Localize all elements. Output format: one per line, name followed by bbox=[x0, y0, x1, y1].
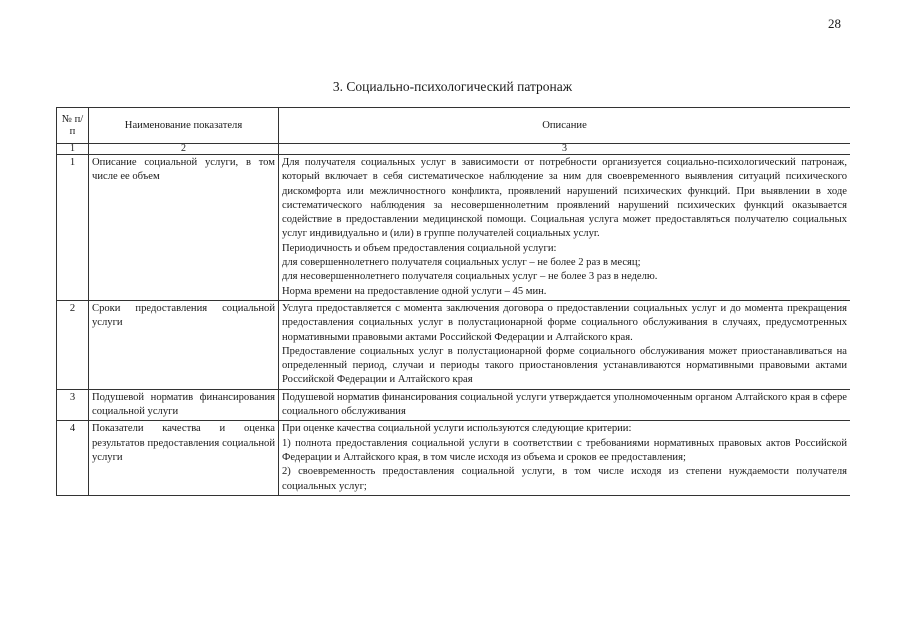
section-title: 3. Социально-психологический патронаж bbox=[332, 79, 573, 94]
header-description: Описание bbox=[279, 108, 851, 144]
description-paragraph: для несовершеннолетнего получателя социальных услуг – не более 3 раз в неделю. bbox=[282, 271, 658, 283]
description-paragraph: При оценке качества социальной услуги используются следующие критерии: bbox=[282, 423, 632, 435]
table-row bbox=[57, 300, 851, 389]
table-row bbox=[57, 421, 851, 495]
description-paragraph: для совершеннолетнего получателя социальных услуг – не более 2 раз в месяц; bbox=[282, 257, 641, 269]
column-number: 3 bbox=[279, 144, 851, 155]
row-number: 3 bbox=[57, 389, 89, 421]
row-number: 2 bbox=[57, 300, 89, 389]
description-paragraph: Подушевой норматив финансирования социальной услуги утверждается уполномоченным органом Алтайского края в сфере социального обслуживания bbox=[282, 391, 847, 418]
description-paragraph: Периодичность и объем предоставления социальной услуги: bbox=[282, 242, 557, 254]
row-number: 1 bbox=[57, 155, 89, 301]
header-number: № п/п bbox=[57, 108, 89, 144]
header-indicator-name: Наименование показателя bbox=[89, 108, 279, 144]
description-paragraph: 2) своевременность предоставления социальной услуги, в том числе исходя из степени нуждаемости получателя социальных услуг; bbox=[282, 466, 847, 492]
column-number: 1 bbox=[57, 144, 89, 155]
column-number: 2 bbox=[89, 144, 279, 155]
description-paragraph: Для получателя социальных услуг в зависимости от потребности организуется социально-психологический патронаж, который включает в себя систематическое наблюдение за ним для своевременного выявления ситуаций психического дискомфорта или межличностного конфликта, проявлений нарушений психических функций. При выявлении в ходе систематического наблюдения за несовершеннолетним проявлений нарушений психических функций оказывается содействие в предоставлении медицинской помощи. Социальная услуга может предоставляться получателю социальных услуг индивидуально и (или) в группе получателей социальных услуг. bbox=[282, 157, 847, 240]
description-paragraph: 1) полнота предоставления социальной услуги в соответствии с требованиями нормативных правовых актов Российской Федерации и Алтайского края, в том числе исходя из объема и сроков ее предоставления; bbox=[282, 437, 847, 463]
indicator-description bbox=[279, 300, 851, 389]
indicator-name: Описание социальной услуги, в том числе ее объем bbox=[89, 155, 279, 301]
service-table bbox=[56, 107, 850, 496]
indicator-description bbox=[279, 389, 851, 421]
service-table-container bbox=[56, 107, 850, 577]
description-paragraph: Предоставление социальных услуг в полустационарной форме социального обслуживания может приостанавливаться на определенный период, случаи и периоды такого приостановления устанавливаются нормативными правовыми актами Российской Федерации и Алтайского края bbox=[282, 345, 847, 386]
row-number: 4 bbox=[57, 421, 89, 495]
description-paragraph: Услуга предоставляется с момента заключения договора о предоставлении социальных услуг и до момента прекращения предоставления социальных услуг в полустационарной форме социального обслуживания в случаях, предусмотренных нормативными правовыми актами Российской Федерации и Алтайского края. bbox=[282, 302, 847, 343]
description-paragraph: Норма времени на предоставление одной услуги – 45 мин. bbox=[282, 285, 547, 297]
table-row bbox=[57, 155, 851, 301]
indicator-name: Сроки предоставления социальной услуги bbox=[89, 300, 279, 389]
table-header-row bbox=[57, 108, 851, 144]
column-number-row bbox=[57, 144, 851, 155]
page-number: 28 bbox=[828, 16, 841, 31]
indicator-name: Подушевой норматив финансирования социальной услуги bbox=[89, 389, 279, 421]
indicator-name: Показатели качества и оценка результатов предоставления социальной услуги bbox=[89, 421, 279, 495]
indicator-description bbox=[279, 155, 851, 301]
table-row bbox=[57, 389, 851, 421]
indicator-description bbox=[279, 421, 851, 495]
